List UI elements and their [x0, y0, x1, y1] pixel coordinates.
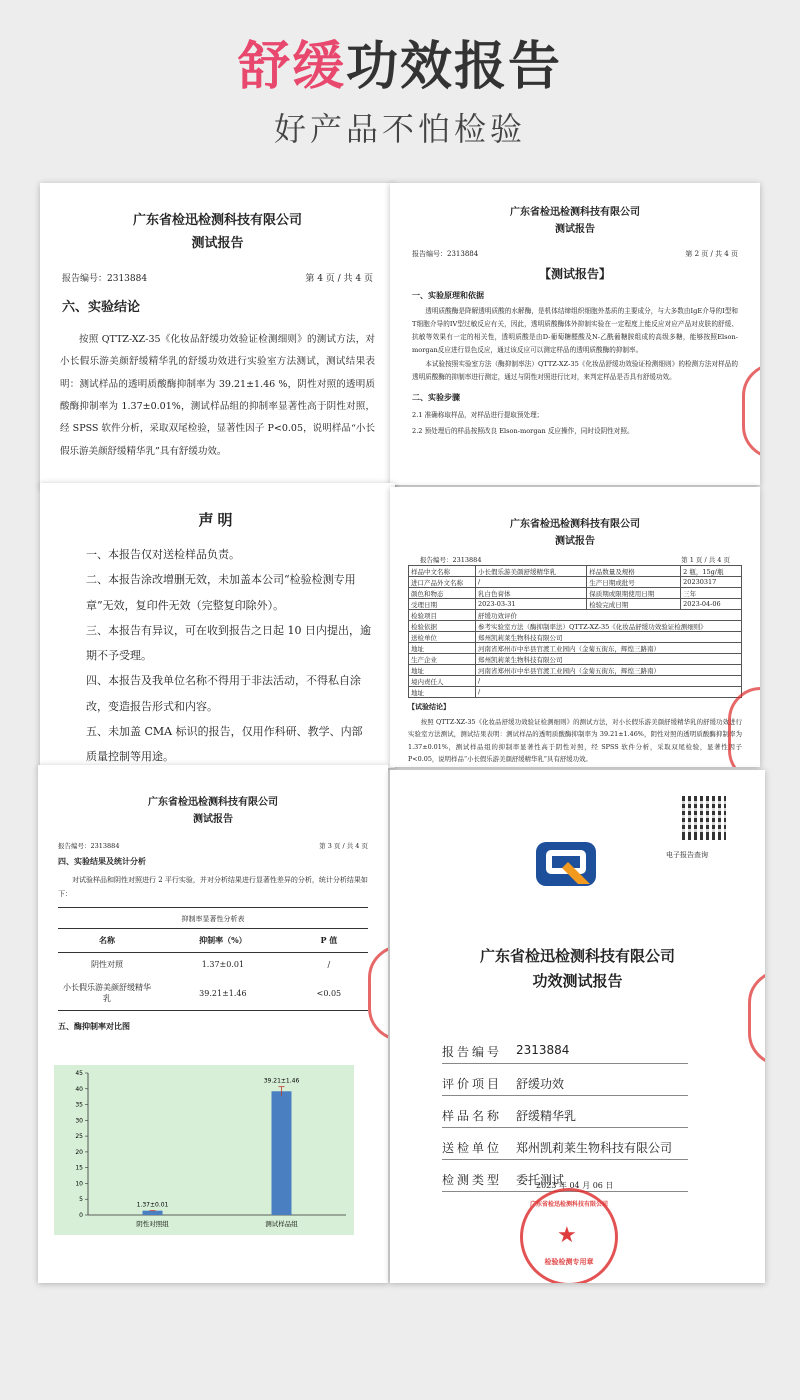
- official-seal: [520, 1188, 618, 1283]
- table-row: [58, 953, 368, 977]
- table-cell: 参考实验室方法（酶抑制率法）QTTZ-XZ-35《化妆品舒缓功效验证检测细则》: [476, 621, 742, 632]
- seal-bottom-text: 检验检测专用章: [544, 1257, 594, 1266]
- table-cell: 样品中文名称: [409, 566, 476, 577]
- statement-item: 五、未加盖 CMA 标识的报告，仅用作科研、教学、内部质量控制等用途。: [86, 725, 363, 764]
- doc-type: 测试报告: [555, 224, 595, 235]
- y-tick-label: 35: [75, 1101, 83, 1109]
- y-tick-label: 10: [75, 1180, 83, 1188]
- page-number: 第 4 页 / 共 4 页: [305, 274, 373, 284]
- hero-title-rest: 功效报告: [346, 37, 563, 97]
- cover-doc-type: 功效测试报告: [532, 972, 623, 990]
- y-tick-label: 15: [75, 1164, 83, 1172]
- table-row: [409, 632, 742, 643]
- red-stamp-partial: [742, 363, 760, 459]
- table-row: [409, 588, 742, 599]
- step-1: 2.1 准确称取样品，对样品进行提取预处理；: [412, 411, 544, 420]
- bar: [272, 1091, 292, 1215]
- table-cell: 郑州凯莉莱生物科技有限公司: [476, 632, 742, 643]
- table-cell: 颜色和物态: [409, 588, 476, 599]
- company-logo-icon: [534, 840, 598, 888]
- table-cell: 地址: [409, 687, 476, 698]
- doc-type: 测试报告: [193, 814, 233, 825]
- qr-caption: 电子报告查询: [666, 851, 708, 859]
- cover-company: 广东省检迅检测科技有限公司: [479, 947, 675, 965]
- table-cell: 小长假乐游美颜舒缓精华乳: [476, 566, 587, 577]
- doc-type: 测试报告: [555, 536, 595, 547]
- hero-banner: [0, 0, 800, 175]
- statement-item: 一、本报告仅对送检样品负责。: [86, 548, 240, 561]
- table-cell: 阴性对照: [91, 960, 123, 969]
- table-row: [409, 566, 742, 577]
- table-cell: 39.21±1.46: [199, 988, 247, 998]
- company-name: 广东省检迅检测科技有限公司: [148, 797, 278, 808]
- page-number: 第 2 页 / 共 4 页: [685, 250, 738, 258]
- table-row: [409, 676, 742, 687]
- report-number: 报告编号：2313884: [420, 556, 482, 564]
- table-row: [409, 621, 742, 632]
- table-cell: 乳白色膏体: [476, 588, 587, 599]
- company-name: 广东省检迅检测科技有限公司: [510, 207, 640, 218]
- table-cell: 检验依据: [409, 621, 476, 632]
- conclusion-text: 按照 QTTZ-XZ-35《化妆品舒缓功效验证检测细则》的测试方法，对小长假乐游美颜舒缓精华乳的舒缓功效进行实验室方法测试，测试结果表明：测试样品的透明质酸酶抑制率为 39.21±1.46 %，阴性对照的透明质酸酶抑制率为 1.37±0.01%，测试样品组的抑制率显著性高于阴性对照，经 SPSS 软件分析，采取双尾检验，显著性因子 P<0.05，说明样品“小长假乐游美颜舒缓精华乳”具有舒缓功效。: [60, 334, 375, 457]
- report-number: 报告编号：2313884: [412, 250, 479, 258]
- table-cell: 检验项目: [409, 610, 476, 621]
- report-page-cover: [390, 770, 765, 1283]
- qr-code-pattern: [682, 800, 726, 836]
- table-cell: /: [476, 577, 587, 588]
- statement-item: 二、本报告涂改增删无效，未加盖本公司“检验检测专用章”无效，复印件无效（完整复印除外）。: [86, 573, 356, 612]
- section-heading: 六、实验结论: [62, 300, 141, 315]
- cover-date: 2023 年 04 月 06 日: [536, 1181, 614, 1190]
- table-cell: 河南省郑州市中牟县官渡工业园内（金菊五街东，辉煌三路南）: [476, 643, 742, 654]
- cover-field: 检测类型 委托测试: [442, 1168, 688, 1192]
- y-tick-label: 40: [75, 1085, 83, 1093]
- table-cell: 受理日期: [409, 599, 476, 610]
- table-cell: 1.37±0.01: [201, 960, 245, 969]
- x-tick-label: 阴性对照组: [136, 1220, 169, 1228]
- section-heading: 二、实验步骤: [412, 393, 460, 403]
- company-name: 广东省检迅检测科技有限公司: [132, 213, 302, 228]
- red-stamp-partial: [368, 945, 388, 1041]
- table-cell: <0.05: [316, 988, 342, 998]
- sample-info-table: [408, 565, 742, 698]
- statement-title: 声明: [198, 511, 237, 529]
- table-row: [409, 610, 742, 621]
- section-heading: 四、实验结果及统计分析: [58, 857, 146, 866]
- table-row: [58, 976, 368, 1011]
- chart-heading: 五、酶抑制率对比图: [58, 1022, 130, 1031]
- y-tick-label: 0: [79, 1212, 83, 1219]
- red-stamp-partial: [728, 687, 760, 767]
- table-row: [409, 687, 742, 698]
- significance-table: [58, 928, 368, 1011]
- table-cell: 2023-03-31: [476, 599, 587, 610]
- step-2: 2.2 预处理后的样品按照改良 Elson-morgan 反应操作，同时设阴性对照。: [412, 427, 634, 436]
- table-cell: 2 瓶，15g/瓶: [681, 566, 742, 577]
- cover-field: 样品名称 舒缓精华乳: [442, 1104, 688, 1128]
- inhibition-bar-chart: [54, 1065, 354, 1245]
- y-tick-label: 20: [75, 1148, 83, 1156]
- y-tick-label: 5: [79, 1196, 83, 1204]
- principle-paragraph: 透明质酸酶是降解透明质酸的水解酶，是机体结缔组织细胞外基质的主要成分，与大多数由IgE介导的I型和T细胞介导的IV型过敏反应有关，因此，透明质酸酶体外抑制实验在一定程度上能反应对应产品对皮肤的舒缓、抗敏等效果有一定的相关性，透明质酸是由D-葡萄糖醛酸及N-乙酰葡糖胺组成的高级多糖，能够按照Elson-morgan反应进行显色反应，通过该反应可以测定样品的透明质酸酶的抑制率。: [412, 307, 738, 354]
- table-cell: 2023-04-06: [681, 599, 742, 610]
- data-label: 39.21±1.46: [263, 1077, 300, 1085]
- table-cell: 生产企业: [409, 654, 476, 665]
- conclusion-text: 按照 QTTZ-XZ-35《化妆品舒缓功效验证检测细则》的测试方法，对小长假乐游美颜舒缓精华乳的舒缓功效进行实验室方法测试，测试结果表明：测试样品的透明质酸酶抑制率为 39.21±1.46%，阴性对照的透明质酸酶抑制率为 1.37±0.01%，测试样品组的抑制率显著性高于阴性对照，经 SPSS 软件分析，采取双尾检验，显著性因子 P<0.05，说明样品“小长假乐游美颜舒缓精华乳”具有舒缓功效。: [408, 718, 742, 764]
- cover-field: 评价项目 舒缓功效: [442, 1072, 688, 1096]
- table-cell: 郑州凯莉莱生物科技有限公司: [476, 654, 742, 665]
- cover-fields: [442, 1040, 688, 1200]
- report-number: 报告编号：2313884: [58, 842, 120, 850]
- company-name: 广东省检迅检测科技有限公司: [510, 519, 640, 530]
- table-title: 抑制率显著性分析表: [58, 907, 368, 924]
- y-tick-label: 30: [75, 1117, 83, 1125]
- table-cell: 进口产品外文名称: [409, 577, 476, 588]
- table-cell: 生产日期或批号: [587, 577, 681, 588]
- report-page-conclusion: [40, 183, 395, 488]
- method-paragraph: 本试验按照实验室方法（酶抑制率法）QTTZ-XZ-35《化妆品舒缓功效验证检测细则》的检测方法对样品的透明质酸酶的抑制率进行测定，通过与阴性对照进行比对，来判定样品是否具有舒缓功效。: [412, 360, 738, 382]
- report-page-principle: [390, 183, 760, 485]
- table-cell: 样品数量及规格: [587, 566, 681, 577]
- table-cell: /: [327, 960, 331, 969]
- x-tick-label: 测试样品组: [265, 1220, 298, 1228]
- results-paragraph: 对试验样品和阴性对照进行 2 平行实验，并对分析结果进行显著性差异的分析，统计分析结果如下：: [58, 876, 368, 898]
- doc-type: 测试报告: [191, 236, 244, 251]
- conclusion-label: 【试验结论】: [408, 703, 450, 711]
- col-header: P 值: [290, 929, 368, 953]
- table-row: [409, 599, 742, 610]
- cover-field: 报告编号 2313884: [442, 1040, 688, 1064]
- cover-field: 送检单位 郑州凯莉莱生物科技有限公司: [442, 1136, 688, 1160]
- report-number: 报告编号：2313884: [62, 274, 148, 284]
- table-row: [409, 654, 742, 665]
- table-cell: 保质期或限期使用日期: [587, 588, 681, 599]
- report-page-info: [390, 487, 760, 767]
- table-cell: 河南省郑州市中牟县官渡工业园内（金菊五街东，辉煌三路南）: [476, 665, 742, 676]
- hero-title: [0, 24, 800, 99]
- statement-item: 四、本报告及我单位名称不得用于非法活动，不得私自涂改，变造报告形式和内容。: [86, 674, 361, 713]
- report-page-statement: [40, 483, 395, 768]
- page-number: 第 3 页 / 共 4 页: [319, 842, 368, 850]
- section-heading: 一、实验原理和依据: [412, 291, 484, 300]
- table-cell: 检验完成日期: [587, 599, 681, 610]
- report-page-results: [38, 765, 388, 1283]
- table-cell: 地址: [409, 665, 476, 676]
- table-cell: 地址: [409, 643, 476, 654]
- y-tick-label: 45: [75, 1070, 83, 1077]
- table-cell: 小长假乐游美颜舒缓精华乳: [63, 983, 151, 1003]
- hero-subtitle: 好产品不怕检验: [273, 110, 526, 148]
- col-header: 名称: [58, 929, 156, 953]
- hero-title-highlight: 舒缓: [237, 37, 346, 97]
- seal-text: 广东省检迅检测科技有限公司: [529, 1201, 608, 1208]
- y-tick-label: 25: [75, 1133, 83, 1141]
- table-cell: 境内责任人: [409, 676, 476, 687]
- table-row: [409, 643, 742, 654]
- report-heading: 【测试报告】: [538, 267, 611, 281]
- table-cell: /: [476, 676, 742, 687]
- table-row: [409, 665, 742, 676]
- table-cell: 舒缓功效评价: [476, 610, 742, 621]
- bar: [143, 1211, 163, 1215]
- chart-background: [54, 1065, 354, 1235]
- data-label: 1.37±0.01: [136, 1201, 169, 1209]
- statement-item: 三、本报告有异议，可在收到报告之日起 10 日内提出，逾期不予受理。: [86, 623, 371, 663]
- table-row: [409, 577, 742, 588]
- seal-star-icon: ★: [557, 1223, 577, 1248]
- table-cell: 20230317: [681, 577, 742, 588]
- table-cell: 送检单位: [409, 632, 476, 643]
- col-header: 抑制率（%）: [156, 929, 290, 953]
- table-cell: 三年: [681, 588, 742, 599]
- page-number: 第 1 页 / 共 4 页: [681, 556, 730, 564]
- table-cell: /: [476, 687, 742, 698]
